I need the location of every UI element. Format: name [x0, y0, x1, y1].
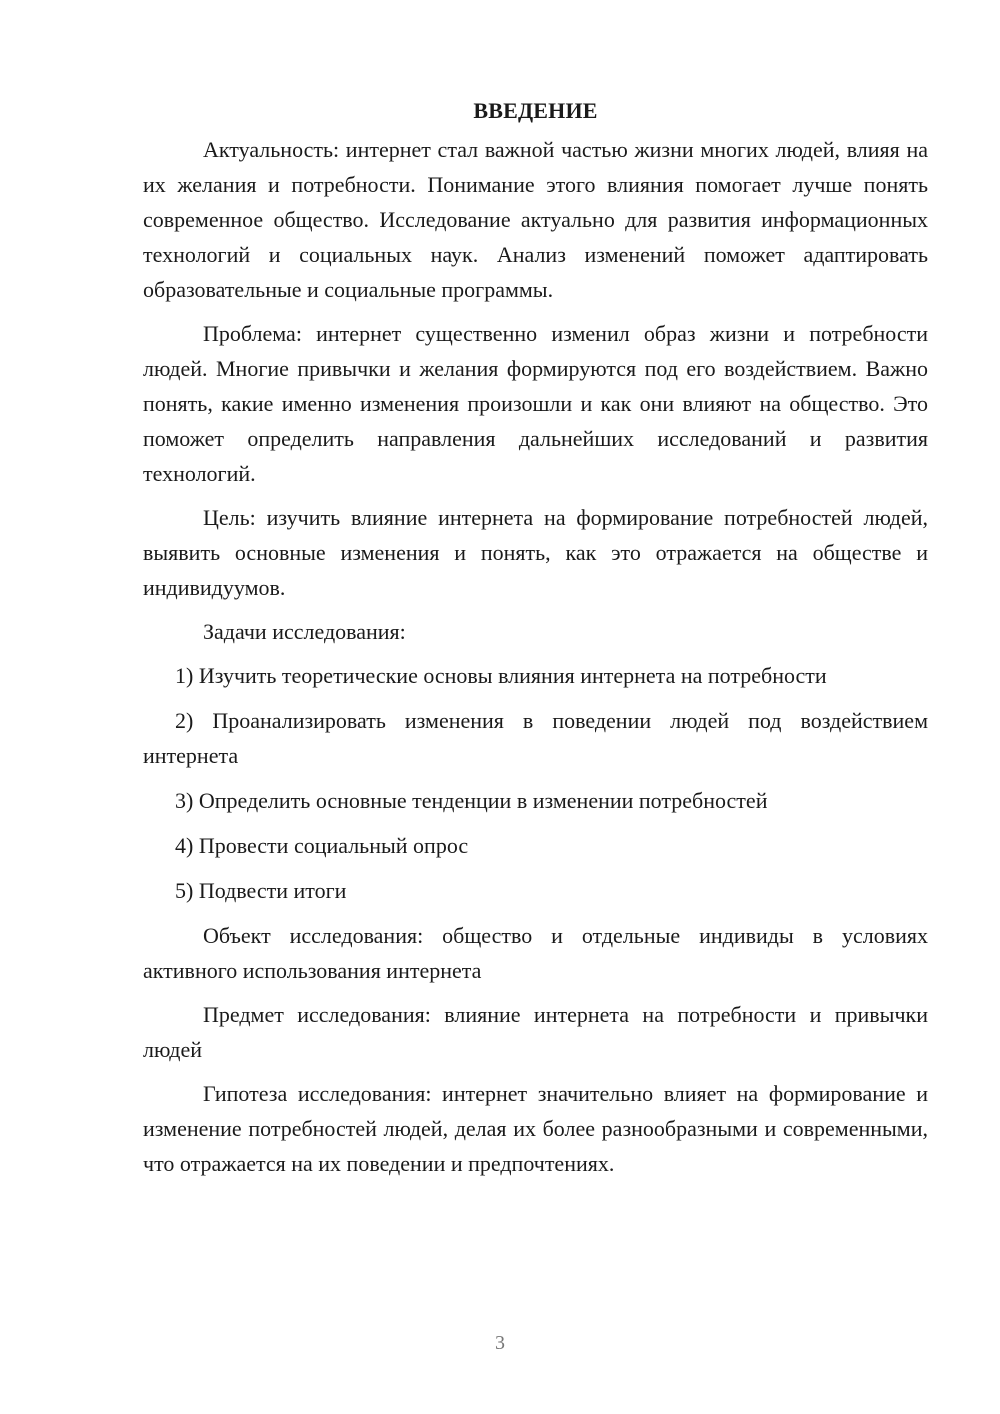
paragraph-object: Объект исследования: общество и отдельные индивиды в условиях активного использования интернета — [143, 923, 928, 983]
paragraph-relevance: Актуальность: интернет стал важной частью жизни многих людей, влияя на их желания и потребности. Понимание этого влияния помогает лучше понять современное общество. Исследование актуально для развития информационных технологий и социальных наук. Анализ изменений поможет адаптировать образовательные и социальные программы. — [143, 137, 928, 302]
section-heading: ВВЕДЕНИЕ — [473, 98, 598, 123]
paragraph-hypothesis: Гипотеза исследования: интернет значительно влияет на формирование и изменение потребностей людей, делая их более разнообразными и современными, что отражается на их поведении и предпочтениях. — [143, 1081, 928, 1176]
list-item: 3) Определить основные тенденции в изменении потребностей — [175, 788, 768, 813]
list-item: 2) Проанализировать изменения в поведении людей под воздействием интернета — [143, 708, 928, 768]
page-number: 3 — [495, 1332, 505, 1354]
paragraph-tasks-title: Задачи исследования: — [203, 619, 406, 644]
document-page — [143, 96, 928, 1190]
list-item: 4) Провести социальный опрос — [175, 833, 469, 858]
paragraph-goal: Цель: изучить влияние интернета на формирование потребностей людей, выявить основные изменения и понять, как это отражается на обществе и индивидуумов. — [143, 505, 928, 600]
tasks-list — [143, 658, 928, 908]
list-item: 1) Изучить теоретические основы влияния интернета на потребности — [175, 663, 827, 688]
paragraph-problem: Проблема: интернет существенно изменил образ жизни и потребности людей. Многие привычки и желания формируются под его воздействием. Важно понять, какие именно изменения произошли и как они влияют на общество. Это поможет определить направления дальнейших исследований и развития технологий. — [143, 321, 928, 486]
paragraph-subject: Предмет исследования: влияние интернета на потребности и привычки людей — [143, 1002, 928, 1062]
list-item: 5) Подвести итоги — [175, 878, 347, 903]
